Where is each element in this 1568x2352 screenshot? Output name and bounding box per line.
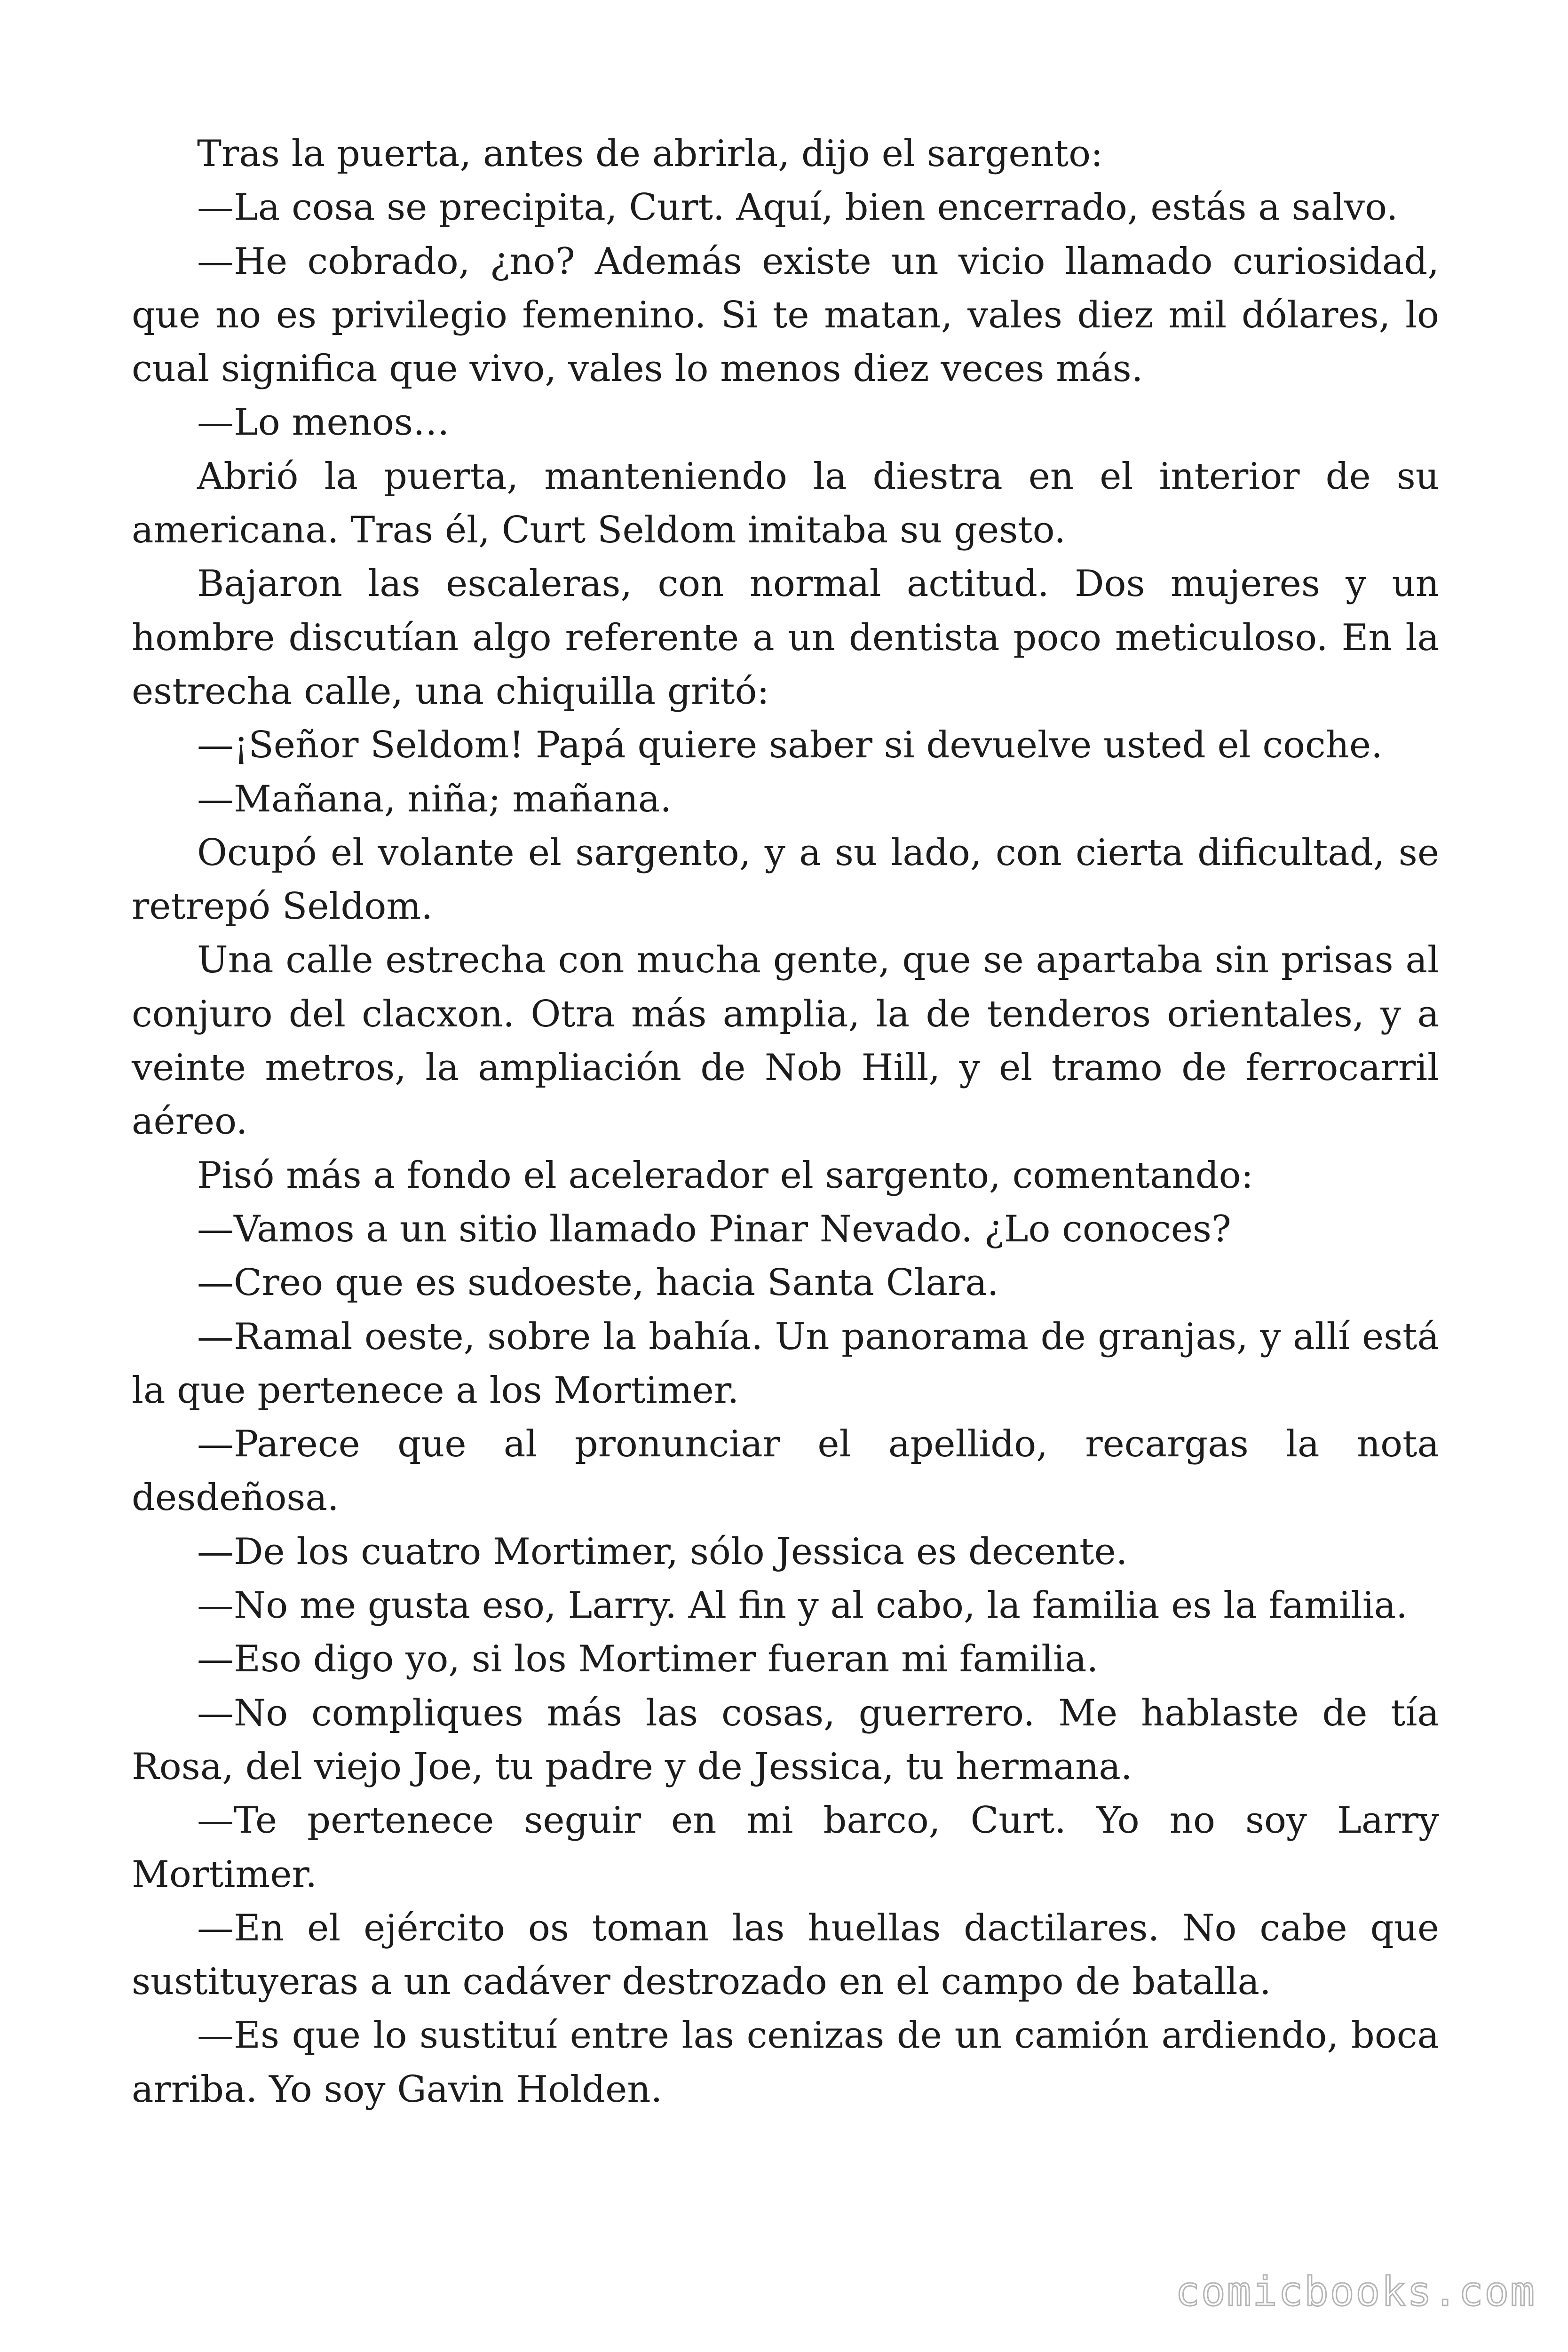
paragraph: —No compliques más las cosas, guerrero. Me hablaste de tía Rosa, del viejo Joe, tu padre y de Jessica, tu hermana. bbox=[132, 1692, 1439, 1788]
paragraph: —Te pertenece seguir en mi barco, Curt. Yo no soy Larry Mortimer. bbox=[132, 1799, 1439, 1896]
paragraph: —Es que lo sustituí entre las cenizas de un camión ardiendo, boca arriba. Yo soy Gavin Holden. bbox=[132, 2014, 1439, 2111]
paragraph: —En el ejército os toman las huellas dactilares. No cabe que sustituyeras a un cadáver destrozado en el campo de batalla. bbox=[132, 1907, 1439, 2003]
paragraph: —He cobrado, ¿no? Además existe un vicio llamado curiosidad, que no es privilegio femenino. Si te matan, vales diez mil dólares, lo cual significa que vivo, vales lo menos diez veces más. bbox=[132, 240, 1439, 390]
paragraph: —Mañana, niña; mañana. bbox=[197, 778, 672, 820]
paragraph: —Lo menos… bbox=[197, 401, 450, 444]
paragraph: —Vamos a un sitio llamado Pinar Nevado. ¿Lo conoces? bbox=[197, 1208, 1231, 1250]
page-text bbox=[132, 127, 1439, 2116]
paragraph: —La cosa se precipita, Curt. Aquí, bien encerrado, estás a salvo. bbox=[197, 186, 1398, 229]
watermark: comicbooks.com bbox=[1175, 2268, 1536, 2315]
paragraph: —¡Señor Seldom! Papá quiere saber si devuelve usted el coche. bbox=[197, 724, 1383, 767]
paragraph: —No me gusta eso, Larry. Al fin y al cabo, la familia es la familia. bbox=[197, 1584, 1408, 1627]
paragraph: Ocupó el volante el sargento, y a su lado, con cierta dificultad, se retrepó Seldom. bbox=[132, 831, 1439, 928]
paragraph: Pisó más a fondo el acelerador el sargento, comentando: bbox=[197, 1154, 1253, 1197]
paragraph: —Eso digo yo, si los Mortimer fueran mi familia. bbox=[197, 1638, 1099, 1681]
paragraph: —Creo que es sudoeste, hacia Santa Clara. bbox=[197, 1262, 999, 1304]
paragraph: Bajaron las escaleras, con normal actitud. Dos mujeres y un hombre discutían algo referente a un dentista poco meticuloso. En la estrecha calle, una chiquilla gritó: bbox=[132, 563, 1439, 713]
paragraph: —Ramal oeste, sobre la bahía. Un panorama de granjas, y allí está la que pertenece a los Mortimer. bbox=[132, 1315, 1439, 1412]
paragraph: Tras la puerta, antes de abrirla, dijo el sargento: bbox=[197, 133, 1103, 175]
paragraph: Una calle estrecha con mucha gente, que se apartaba sin prisas al conjuro del clacxon. Otra más amplia, la de tenderos orientales, y a veinte metros, la ampliación de Nob Hill, y el tramo de ferrocarril aéreo. bbox=[132, 939, 1439, 1143]
paragraph: —De los cuatro Mortimer, sólo Jessica es decente. bbox=[197, 1530, 1128, 1573]
paragraph: —Parece que al pronunciar el apellido, recargas la nota desdeñosa. bbox=[132, 1423, 1439, 1519]
paragraph: Abrió la puerta, manteniendo la diestra en el interior de su americana. Tras él, Curt Seldom imitaba su gesto. bbox=[132, 455, 1439, 552]
